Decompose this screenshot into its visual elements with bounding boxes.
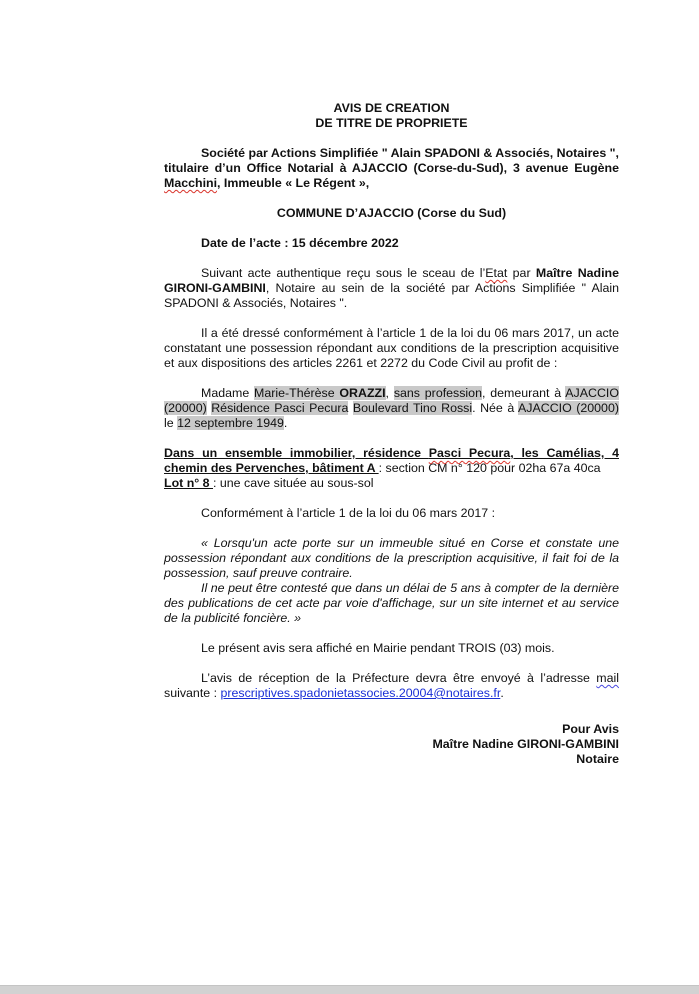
reception-text: L’avis de réception de la Préfecture devra être envoyé à l’adresse: [201, 671, 597, 685]
spacer: [164, 491, 619, 506]
suivant-text-3: , Notaire au sein de la société par Actions Simplifiée " Alain SPADONI & Associés, Notaires ".: [164, 281, 619, 310]
beneficiary-residence: Résidence Pasci Pecura: [211, 401, 349, 415]
suivant-paragraph: [164, 266, 619, 311]
suivant-text: Suivant acte authentique reçu sous le sceau de l’: [201, 266, 486, 280]
spacer: [164, 656, 619, 671]
property-residence-name: [429, 446, 511, 460]
affichage-paragraph: Le présent avis sera affiché en Mairie pendant TROIS (03) mois.: [201, 641, 555, 655]
spacer: [164, 701, 619, 716]
notary-office-text: Société par Actions Simplifiée " Alain SPADONI & Associés, Notaires ", titulaire d’un Office Notarial à AJACCIO (Corse-du-Sud), 3 avenue Eugène: [164, 146, 619, 175]
demeurant-text: , demeurant à: [481, 386, 566, 400]
grammar-flagged-word[interactable]: mail: [596, 671, 619, 685]
beneficiary-profession: sans profession: [393, 386, 482, 400]
title-line-1: AVIS DE CREATION: [333, 101, 450, 115]
period: .: [283, 416, 288, 430]
property-location-2: , les Camélias, 4 chemin des Pervenches, bâtiment A: [164, 446, 619, 475]
document-content: [164, 101, 619, 767]
spacer: [164, 521, 619, 536]
law-quote-2: Il ne peut être contesté que dans un délai de 5 ans à compter de la dernière des publications de cet acte par voie d'affichage, sur un site internet et au service de la publicité foncière. »: [164, 581, 619, 625]
property-location: Dans un ensemble immobilier, résidence: [164, 446, 429, 460]
title-line-2: DE TITRE DE PROPRIETE: [315, 116, 468, 130]
signature-title: Notaire: [576, 752, 619, 766]
spellcheck-flagged-word[interactable]: Pasci Pecura: [428, 446, 511, 460]
notary-name: Maître Nadine GIRONI-GAMBINI: [164, 266, 620, 295]
reception-text-2: suivante :: [164, 686, 221, 700]
bottom-scroll-edge: [0, 985, 699, 994]
property-section: : section CM n° 120 pour 02ha 67a 40ca: [378, 461, 601, 475]
beneficiary-paragraph: [164, 386, 619, 431]
beneficiary-street: Boulevard Tino Rossi: [352, 401, 473, 415]
spellcheck-flagged-word[interactable]: Etat: [485, 266, 508, 280]
beneficiary-city: AJACCIO (20000): [164, 386, 619, 415]
spacer: [164, 431, 619, 446]
email-link[interactable]: prescriptives.spadonietassocies.20004@notaires.fr: [220, 686, 501, 700]
spacer: [164, 221, 619, 236]
notary-office-text-end: , Immeuble « Le Régent »,: [217, 176, 370, 190]
spacer: [164, 626, 619, 641]
spacer: [164, 131, 619, 146]
date-acte: Date de l’acte : 15 décembre 2022: [201, 236, 399, 250]
period: .: [500, 686, 504, 700]
signature-notary-name: Maître Nadine GIRONI-GAMBINI: [432, 737, 619, 751]
law-quote-1: « Lorsqu'un acte porte sur un immeuble situé en Corse et constate une possession répondant aux conditions de la prescription acquisitive, il fait foi de la possession, sauf preuve contraire.: [164, 536, 619, 580]
suivant-text-2: par: [507, 266, 536, 280]
spacer: [164, 251, 619, 266]
separator: ,: [385, 386, 394, 400]
lot-paragraph: [164, 476, 619, 491]
spacer: [164, 371, 619, 386]
beneficiary-birth-date: 12 septembre 1949: [177, 416, 284, 430]
dresse-paragraph: Il a été dressé conformément à l’article 1 de la loi du 06 mars 2017, un acte constatant une possession répondant aux conditions de la prescription acquisitive et aux dispositions des articles 2261 et 2272 du Code Civil au profit de :: [164, 326, 619, 370]
spellcheck-flagged-word[interactable]: Macchini: [164, 176, 218, 190]
lot-description: : une cave située au sous-sol: [213, 476, 374, 490]
notary-office-paragraph: [164, 146, 619, 191]
spacer: [164, 311, 619, 326]
nee-text: . Née à: [472, 401, 519, 415]
property-paragraph: [164, 446, 619, 476]
commune-heading: COMMUNE D’AJACCIO (Corse du Sud): [276, 206, 507, 220]
beneficiary-first-name: Marie-Thérèse: [254, 386, 335, 400]
conformement-line: Conformément à l’article 1 de la loi du 06 mars 2017 :: [201, 506, 496, 520]
signature-pour-avis: Pour Avis: [562, 722, 619, 736]
beneficiary-last-name: ORAZZI: [339, 386, 386, 400]
beneficiary-birth-city: AJACCIO (20000): [518, 401, 619, 415]
le-text: le: [164, 416, 178, 430]
lot-label: Lot n° 8: [164, 476, 214, 490]
spacer: [164, 191, 619, 206]
reception-paragraph: [164, 671, 619, 701]
beneficiary-prefix: Madame: [201, 386, 255, 400]
